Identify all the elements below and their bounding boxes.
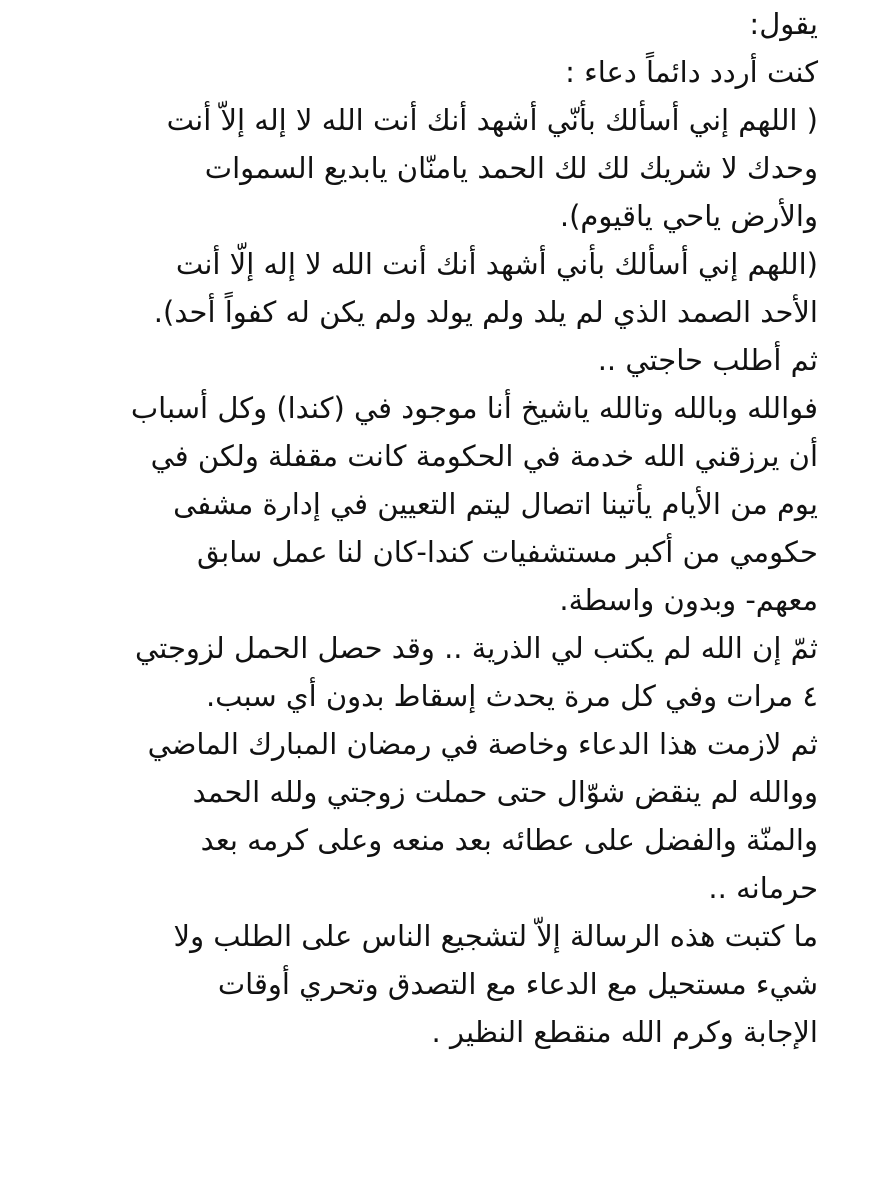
text-line: ثم أطلب حاجتي .. [597, 343, 818, 377]
text-line: والمنّة والفضل على عطائه بعد منعه وعلى كرمه بعد [200, 823, 818, 857]
text-line: ثمّ إن الله لم يكتب لي الذرية .. وقد حصل الحمل لزوجتي [135, 631, 818, 665]
text-line: (اللهم إني أسألك بأني أشهد أنك أنت الله لا إله إلّا أنت [175, 247, 818, 281]
text-line: شيء مستحيل مع الدعاء مع التصدق وتحري أوقات [217, 967, 818, 1001]
text-line: يوم من الأيام يأتينا اتصال ليتم التعيين في إدارة مشفى [173, 487, 818, 521]
text-line: يقول: [749, 7, 818, 41]
message-text [18, 0, 818, 1056]
text-line: فوالله وبالله وتالله ياشيخ أنا موجود في (كندا) وكل أسباب [130, 391, 818, 425]
text-line: أن يرزقني الله خدمة في الحكومة كانت مقفلة ولكن في [150, 439, 818, 473]
text-line: ( اللهم إني أسألك بأنّي أشهد أنك أنت الله لا إله إلاّ أنت [166, 103, 818, 137]
text-line: حكومي من أكبر مستشفيات كندا-كان لنا عمل سابق [196, 535, 818, 569]
text-line: الإجابة وكرم الله منقطع النظير . [431, 1015, 818, 1049]
text-line: وحدك لا شريك لك لك الحمد يامنّان يابديع السموات [204, 151, 818, 185]
text-line: والأرض ياحي ياقيوم). [559, 199, 818, 233]
text-line: حرمانه .. [708, 871, 818, 905]
text-line: معهم- وبدون واسطة. [559, 583, 818, 617]
document-page [18, 0, 818, 1200]
text-line: الأحد الصمد الذي لم يلد ولم يولد ولم يكن له كفواً أحد). [153, 295, 818, 329]
text-line: ووالله لم ينقض شوّال حتى حملت زوجتي ولله الحمد [192, 775, 818, 809]
text-line: ما كتبت هذه الرسالة إلاّ لتشجيع الناس على الطلب ولا [173, 919, 818, 953]
text-line: ثم لازمت هذا الدعاء وخاصة في رمضان المبارك الماضي [147, 727, 818, 761]
text-line: كنت أردد دائماً دعاء : [565, 55, 818, 89]
text-line: ٤ مرات وفي كل مرة يحدث إسقاط بدون أي سبب. [205, 679, 818, 713]
